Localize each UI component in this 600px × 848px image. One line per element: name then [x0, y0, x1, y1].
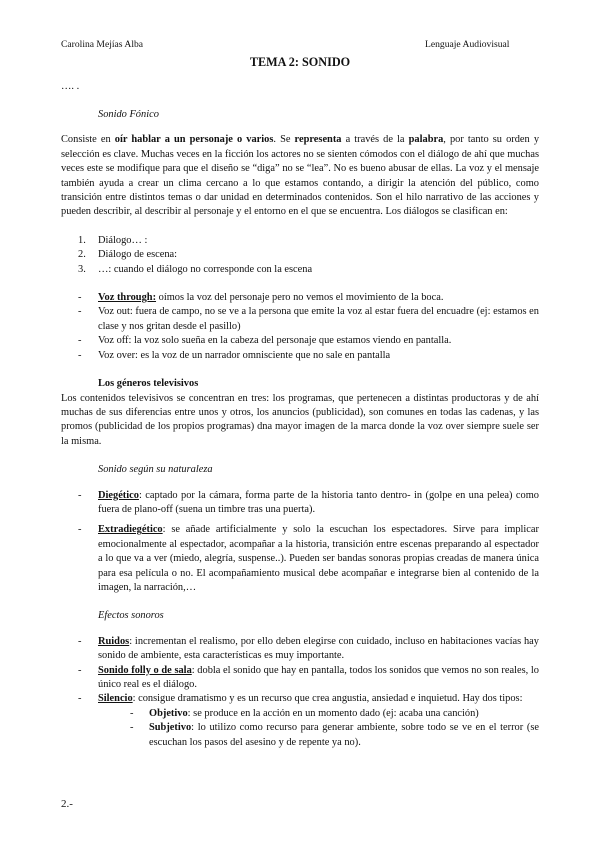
list-item-objetivo: - Objetivo: se produce en la acción en un momento dado (ej: acaba una canción) — [130, 707, 479, 719]
ellipsis-line: …. . — [61, 81, 80, 92]
section-heading-efectos: Efectos sonoros — [98, 610, 164, 622]
document-body — [61, 108, 539, 750]
section-heading-naturaleza: Sonido según su naturaleza — [98, 464, 213, 476]
list-item-folly: - Sonido folly o de sala: dobla el sonido que hay en pantalla, todos los sonidos que vemos no son reales, lo único real es el diálogo. — [78, 664, 539, 690]
efectos-list — [61, 635, 539, 750]
silencio-sublist — [98, 707, 539, 750]
section-heading-sonido-fonico: Sonido Fónico — [98, 109, 159, 120]
page-number: 2.- — [61, 798, 73, 810]
list-item-voz-off: - Voz off: la voz solo sueña en la cabeza del personaje que estamos viendo en pantalla. — [78, 335, 452, 347]
list-item-voz-out: - Voz out: fuera de campo, no se ve a la persona que emite la voz al estar fuera del encuadre (ej: estamos en clase y nos gritan desde el pasillo) — [78, 306, 539, 332]
list-item: 2. Diálogo de escena: — [78, 249, 178, 261]
section-heading-generos: Los géneros televisivos — [98, 378, 199, 390]
list-item-subjetivo: - Subjetivo: lo utilizo como recurso para generar ambiente, sobre todo se ve en el terror (se escuchan los pasos del asesino y de repente ya no). — [130, 722, 539, 748]
header-subject: Lenguaje Audiovisual — [425, 39, 510, 50]
list-item: 1. Diálogo… : — [78, 234, 148, 246]
list-item-ruidos: - Ruidos: incrementan el realismo, por ello deben elegirse con cuidado, incluso en habitaciones vacías hay sonido de ambiente, esta características es muy importante. — [78, 635, 539, 662]
header-author: Carolina Mejías Alba — [61, 39, 144, 50]
list-item-voz-over: - Voz over: es la voz de un narrador omnisciente que no sale en pantalla — [78, 349, 391, 361]
list-item-silencio: - Silencio: consigue dramatismo y es un recurso que crea angustia, ansiedad e inquietud. Hay dos tipos: - Objetivo: se produce en la acción en un momento dado (ej: acaba una canción) - Subjetivo: lo utilizo como recurso para generar ambiente, sobre todo se ve en el terror (se escuchan los pasos del asesino y de repente ya no). — [61, 692, 539, 750]
paragraph-sonido-fonico: Consiste en oír hablar a un personaje o varios. Se representa a través de la palabra, por tanto su orden y selección es clave. Muchas veces en la ficción los actores no se sienten cómodos con el diálogo de ahí que muchas veces este se modifique para que el diseño se “diga” no se “lea”. No es bueno abusar de ellas. La voz y el mensaje también ayuda a crear un clima cercano a lo que estamos contando, a dirigir la atención del público, como transición entre distintos temas o dar unidad en determinados contenidos. Son el hilo narrativo de las acciones y pueden describir, al describir al personaje y el entorno en el que se encuentra. Los diálogos se clasifican en: — [61, 134, 540, 218]
naturaleza-list — [61, 489, 539, 596]
list-item-extradiegetico: - Extradiegético: se añade artificialmente y solo la escuchan los espectadores. Sirve para implicar emocionalmente al espectador, acompañar a la historia, transición entre escenas preparando al espectador a lo que va a ver (miedo, alegría, suspense..). Pueden ser bandas sonoras propias creadas de manera única para esa película o no. El acompañamiento musical debe acompañar e integrarse bien al contenido de la imagen, la narración,… — [78, 524, 539, 593]
voice-types-list — [61, 291, 539, 363]
page-title: TEMA 2: SONIDO — [249, 55, 351, 69]
paragraph-generos: Los contenidos televisivos se concentran en tres: los programas, que pertenecen a distintas productoras y de ahí muchas de sus diferencias entre unos y otros, los anuncios (publicidad), son comunes en todas las cadenas, y las promos (publicidad de los propios programas) dna mayor imagen de la marca donde la voz over siempre suele ser la misma. — [61, 392, 539, 447]
dialogue-list — [61, 234, 539, 277]
list-item: 3. …: cuando el diálogo no corresponde con la escena — [78, 263, 313, 275]
list-item-diegetico: - Diegético: captado por la cámara, forma parte de la historia tanto dentro- in (golpe en una pelea) como fuera de plano-off (suena un timbre tras una puerta). — [78, 489, 539, 515]
list-item-voz-through: - Voz through: oímos la voz del personaje pero no vemos el movimiento de la boca. — [78, 292, 444, 304]
